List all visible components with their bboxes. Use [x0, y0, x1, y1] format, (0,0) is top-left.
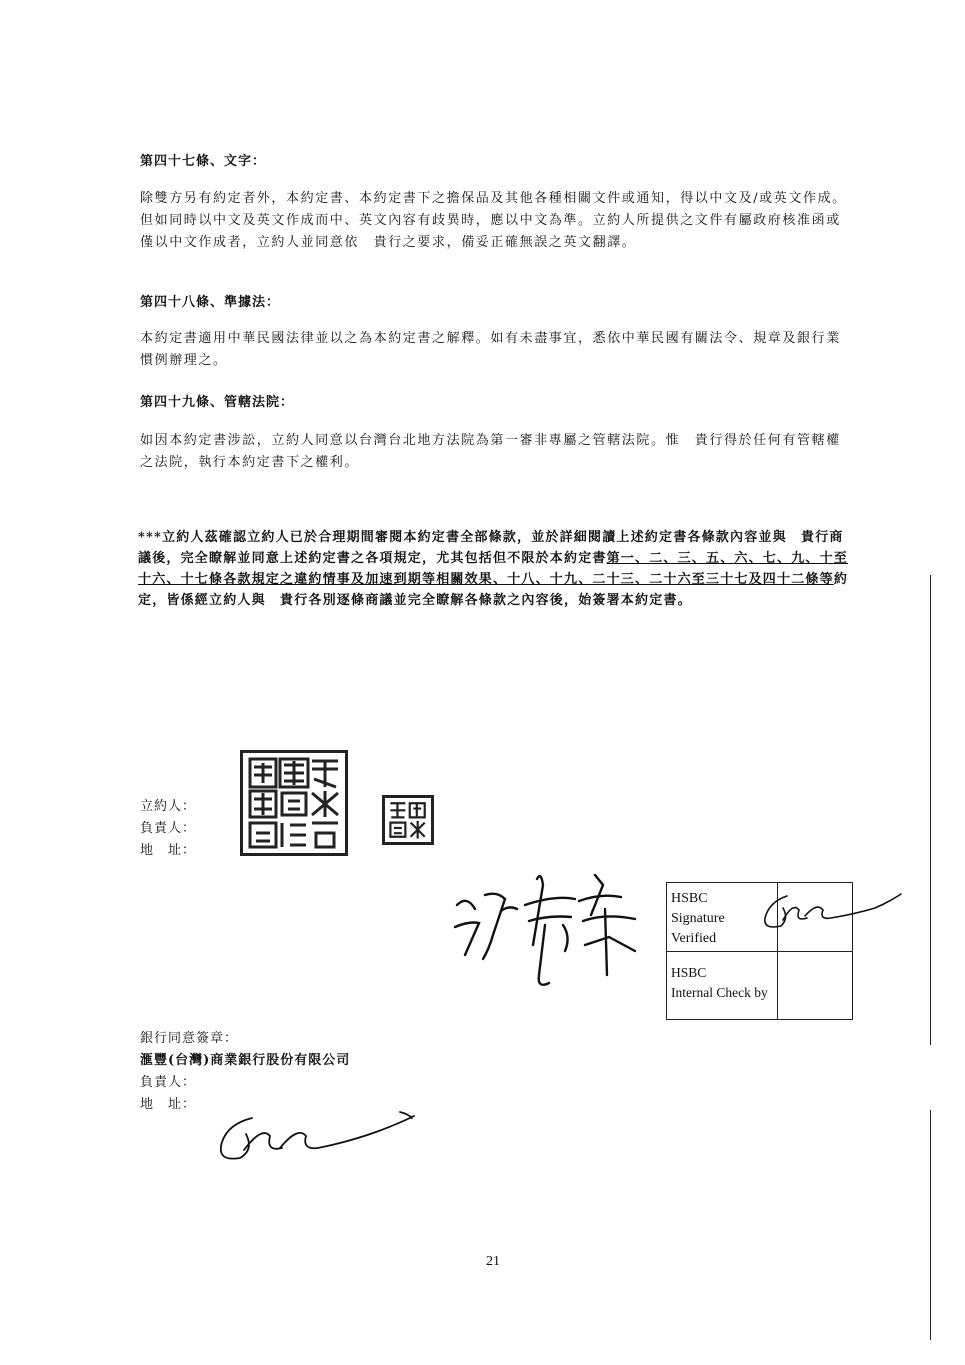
hsbc-signature-verified-label: HSBC Signature Verified: [671, 891, 725, 946]
ack-text-part1: ***立約人茲確認立約人已於合理期間審閱本約定書全部條款，並於詳細閱讀上述約定書各條款內容並與 貴行商議後，完全瞭解並同意上述約定書之各項規定，尤其包括但不限於本約定書: [138, 530, 844, 566]
bank-consent-label: 銀行同意簽章：: [140, 1031, 239, 1046]
acknowledgement-paragraph: [138, 527, 852, 611]
article-49-heading: 第四十九條、管轄法院：: [140, 395, 295, 410]
bank-address-label: 地 址：: [140, 1097, 197, 1112]
signatory-party-label: 立約人：: [140, 799, 197, 814]
article-49-body: 如因本約定書涉訟，立約人同意以台灣台北地方法院為第一審非專屬之管轄法院。惟 貴行得於任何有管轄權之法院，執行本約定書下之權利。: [140, 433, 841, 470]
signatory-rep-label: 負責人：: [140, 821, 197, 836]
representative-seal-stamp-icon: [385, 798, 431, 842]
company-seal: [240, 750, 348, 856]
bank-representative-signature-icon: [208, 1108, 423, 1170]
company-seal-stamp-icon: [243, 753, 345, 853]
representative-signature-icon: [445, 865, 645, 995]
article-48-body: 本約定書適用中華民國法律並以之為本約定書之解釋。如有未盡事宜，悉依中華民國有關法令、規章及銀行業慣例辦理之。: [140, 331, 841, 368]
ack-text-part2: 約定，皆係經立約人與 貴行各別逐條商議並完全瞭解各條款之內容後，始簽署本約定書。: [138, 572, 849, 608]
verifier-initials-icon: [755, 888, 905, 938]
bank-name: 滙豐(台灣)商業銀行股份有限公司: [140, 1053, 351, 1068]
margin-rule: [930, 1110, 931, 1340]
ack-underlined-clauses: 第一、二、三、五、六、七、九、十至十六、十七條各款規定之違約情事及加速到期等相關效果、十八、十九、二十三、二十六至三十七及四十二條等: [138, 551, 849, 587]
page-number: 21: [486, 1254, 500, 1269]
article-47-body: 除雙方另有約定者外，本約定書、本約定書下之擔保品及其他各種相關文件或通知，得以中文及/或英文作成。但如同時以中文及英文作成而中、英文內容有歧異時，應以中文為準。立約人所提供之文件有屬政府核准函或僅以中文作成者，立約人並同意依 貴行之要求，備妥正確無誤之英文翻譯。: [140, 191, 847, 250]
margin-rule: [930, 575, 931, 1045]
signatory-address-label: 地 址：: [140, 843, 197, 858]
representative-seal: [382, 795, 434, 845]
article-47-heading: 第四十七條、文字：: [140, 154, 267, 169]
article-48-heading: 第四十八條、準據法：: [140, 295, 281, 310]
hsbc-internal-check-label: HSBC Internal Check by: [671, 965, 768, 1000]
bank-rep-label: 負責人：: [140, 1075, 197, 1090]
box-divider: [667, 951, 852, 952]
